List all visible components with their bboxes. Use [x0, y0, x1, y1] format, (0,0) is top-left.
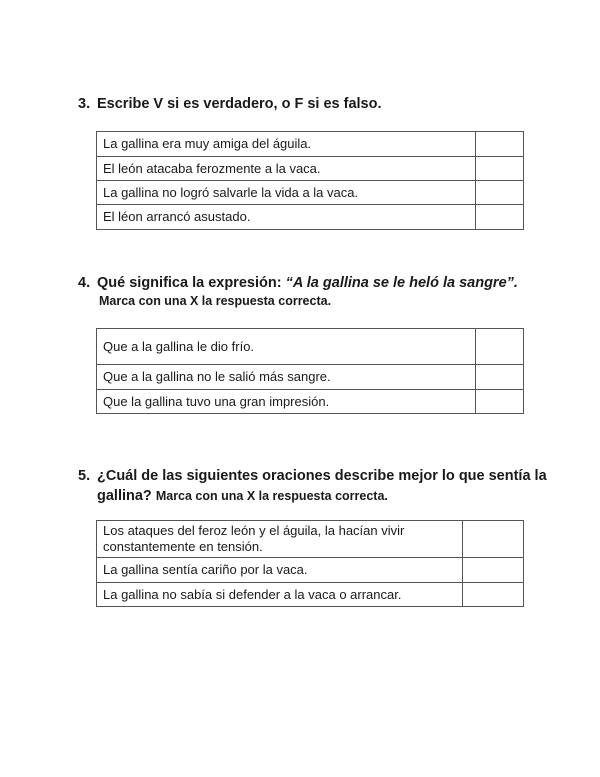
statement-cell: El león atacaba ferozmente a la vaca. [97, 157, 476, 181]
table-row [97, 205, 524, 230]
question-5-instruction: Marca con una X la respuesta correcta. [155, 489, 388, 503]
question-4-title [78, 274, 518, 293]
table-row [97, 365, 524, 390]
question-4-text: Qué significa la expresión: [97, 275, 286, 291]
question-5-number: 5. [78, 468, 91, 484]
question-5-text-line1: ¿Cuál de las siguientes oraciones describe mejor lo que sentía la [97, 468, 547, 484]
table-row [97, 558, 524, 583]
table-row [97, 521, 524, 558]
answer-box[interactable] [476, 132, 524, 157]
option-cell: Los ataques del feroz león y el águila, la hacían vivir constantemente en tensión. [97, 521, 463, 558]
statement-cell: El léon arrancó asustado. [97, 205, 476, 230]
question-3-table [96, 131, 524, 230]
question-5-table [96, 520, 524, 607]
answer-box[interactable] [476, 365, 524, 390]
question-4-instruction: Marca con una X la respuesta correcta. [99, 294, 332, 308]
statement-cell: La gallina era muy amiga del águila. [97, 132, 476, 157]
table-row [97, 329, 524, 365]
question-3-title [78, 95, 382, 114]
answer-box[interactable] [463, 558, 524, 583]
question-4-number: 4. [78, 275, 91, 291]
answer-box[interactable] [463, 521, 524, 558]
table-row [97, 181, 524, 205]
answer-box[interactable] [476, 329, 524, 365]
table-row [97, 583, 524, 607]
statement-cell: La gallina no logró salvarle la vida a la vaca. [97, 181, 476, 205]
answer-box[interactable] [476, 181, 524, 205]
table-row [97, 157, 524, 181]
question-4-quote: “A la gallina se le heló la sangre”. [285, 275, 518, 291]
answer-box[interactable] [476, 390, 524, 414]
answer-box[interactable] [476, 157, 524, 181]
option-cell: La gallina no sabía si defender a la vaca o arrancar. [97, 583, 463, 607]
question-5-text-line2: gallina? [97, 488, 152, 504]
option-cell: La gallina sentía cariño por la vaca. [97, 558, 463, 583]
answer-box[interactable] [476, 205, 524, 230]
question-3-text: Escribe V si es verdadero, o F si es falso. [97, 96, 382, 112]
option-cell: Que a la gallina le dio frío. [97, 329, 476, 365]
table-row [97, 390, 524, 414]
answer-box[interactable] [463, 583, 524, 607]
question-4-table [96, 328, 524, 414]
option-cell: Que la gallina tuvo una gran impresión. [97, 390, 476, 414]
table-row [97, 132, 524, 157]
question-3-number: 3. [78, 96, 91, 112]
option-cell: Que a la gallina no le salió más sangre. [97, 365, 476, 390]
question-5-title [78, 467, 548, 506]
